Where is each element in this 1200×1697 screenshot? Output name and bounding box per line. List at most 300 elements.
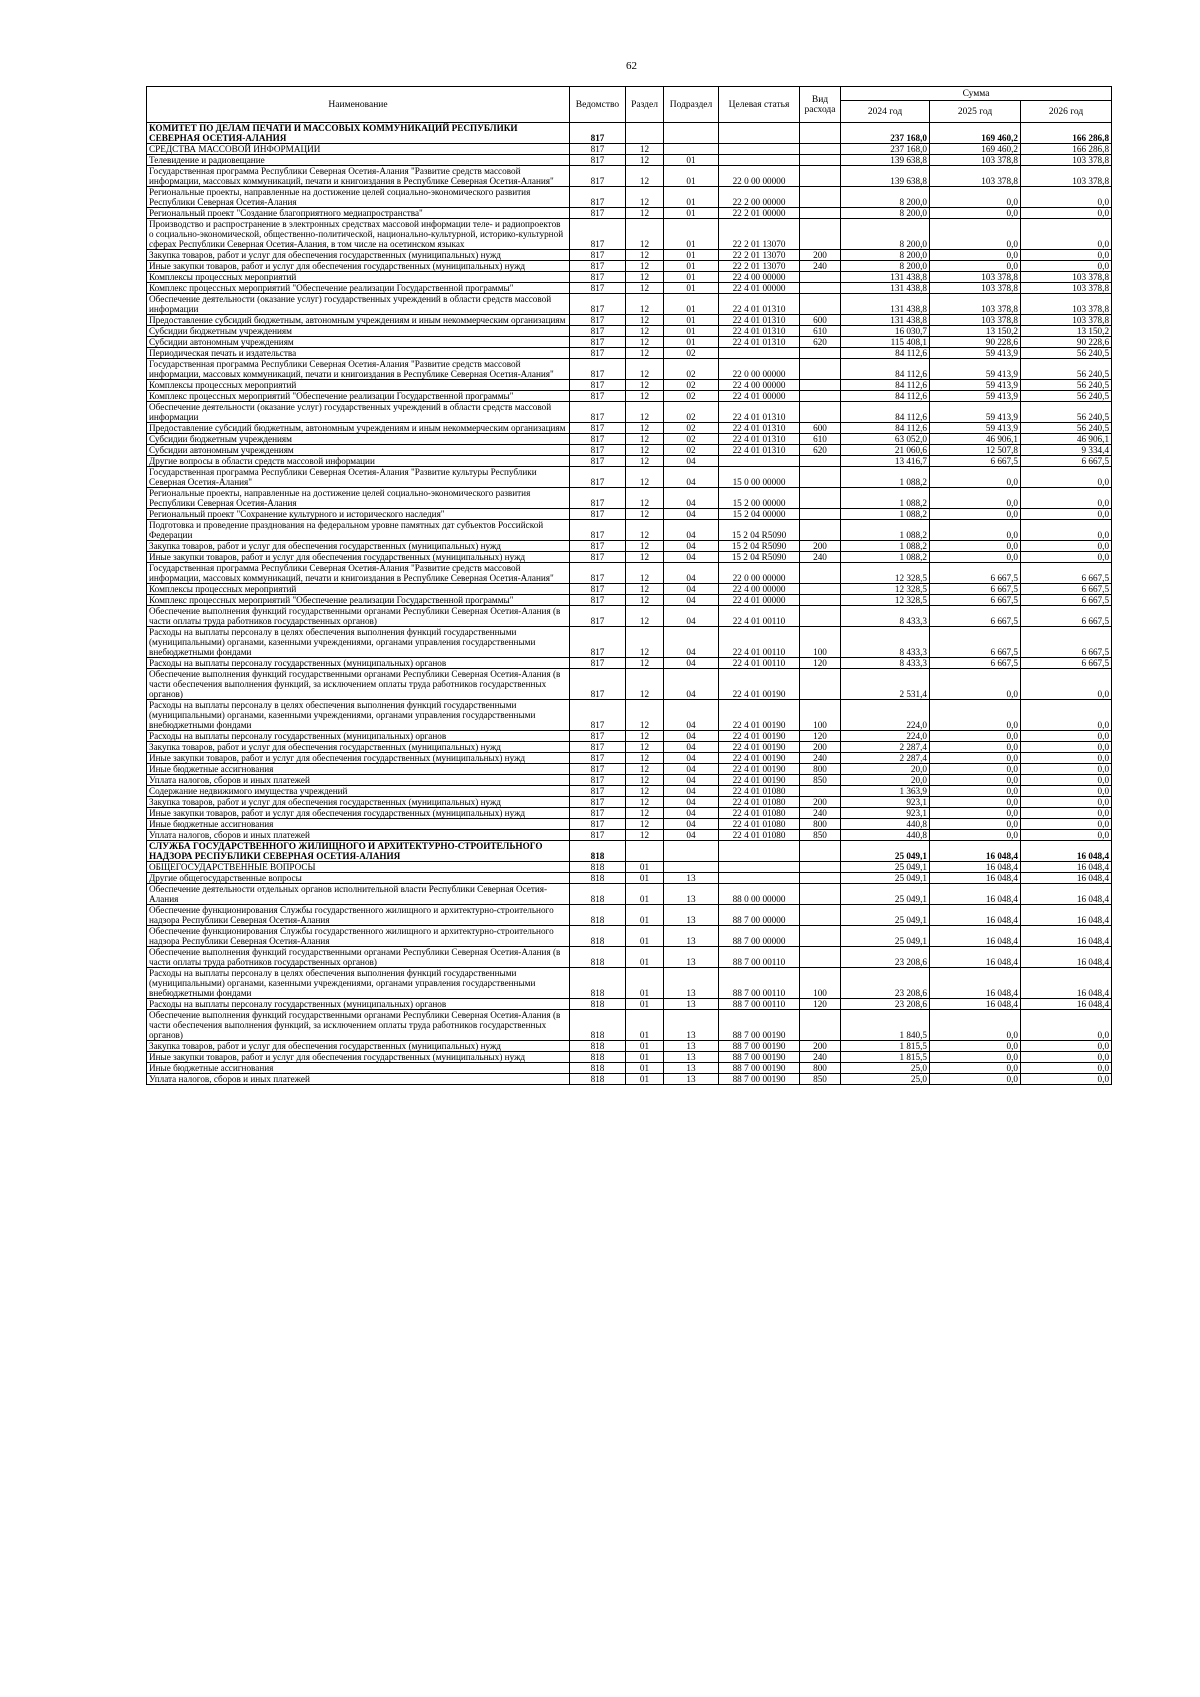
row-section: 01 [626, 862, 664, 873]
row-sum-2025: 0,0 [930, 742, 1021, 753]
row-section: 12 [626, 272, 664, 283]
row-section: 01 [626, 905, 664, 926]
row-section [626, 841, 664, 862]
table-row [147, 1010, 1112, 1041]
row-subsection [664, 841, 719, 862]
row-dept: 817 [570, 445, 626, 456]
row-section: 12 [626, 208, 664, 219]
row-sum-2026: 6 667,5 [1021, 563, 1112, 584]
row-sum-2026: 16 048,4 [1021, 862, 1112, 873]
row-subsection: 01 [664, 208, 719, 219]
row-sum-2025: 0,0 [930, 467, 1021, 488]
row-expense: 620 [800, 337, 841, 348]
row-subsection: 02 [664, 380, 719, 391]
header-expense: Вид расхода [800, 87, 841, 123]
row-subsection: 02 [664, 391, 719, 402]
row-sum-2026: 6 667,5 [1021, 456, 1112, 467]
row-dept: 817 [570, 764, 626, 775]
row-expense: 240 [800, 261, 841, 272]
row-section: 12 [626, 326, 664, 337]
row-sum-2024: 237 168,0 [841, 123, 930, 144]
row-section: 01 [626, 926, 664, 947]
row-dept: 817 [570, 250, 626, 261]
row-name: КОМИТЕТ ПО ДЕЛАМ ПЕЧАТИ И МАССОВЫХ КОММУНИКАЦИЙ РЕСПУБЛИКИ СЕВЕРНАЯ ОСЕТИЯ-АЛАНИЯ [147, 123, 570, 144]
row-sum-2026: 0,0 [1021, 208, 1112, 219]
row-sum-2024: 923,1 [841, 808, 930, 819]
row-subsection: 01 [664, 337, 719, 348]
row-section: 12 [626, 488, 664, 509]
row-sum-2024: 25,0 [841, 1063, 930, 1074]
row-section: 12 [626, 658, 664, 669]
row-subsection: 01 [664, 294, 719, 315]
row-subsection: 04 [664, 606, 719, 627]
row-dept: 817 [570, 467, 626, 488]
row-expense: 620 [800, 445, 841, 456]
row-sum-2024: 131 438,8 [841, 315, 930, 326]
row-name: Комплексы процессных мероприятий [147, 380, 570, 391]
row-subsection: 04 [664, 552, 719, 563]
row-sum-2026: 56 240,5 [1021, 423, 1112, 434]
row-section: 12 [626, 753, 664, 764]
row-target: 15 2 00 00000 [719, 488, 800, 509]
table-row [147, 1074, 1112, 1085]
row-sum-2026: 0,0 [1021, 1074, 1112, 1085]
row-dept: 818 [570, 905, 626, 926]
row-dept: 818 [570, 862, 626, 873]
row-dept: 817 [570, 402, 626, 423]
row-sum-2025: 16 048,4 [930, 968, 1021, 999]
row-subsection [664, 862, 719, 873]
row-expense: 800 [800, 764, 841, 775]
row-target: 22 4 01 00110 [719, 627, 800, 658]
row-sum-2025: 103 378,8 [930, 272, 1021, 283]
row-name: Обеспечение выполнения функций государственными органами Республики Северная Осетия-Алания (в части оплаты труда работников государственных органов) [147, 606, 570, 627]
table-row [147, 786, 1112, 797]
row-section: 12 [626, 467, 664, 488]
row-dept: 817 [570, 488, 626, 509]
row-section: 12 [626, 669, 664, 700]
row-name: ОБЩЕГОСУДАРСТВЕННЫЕ ВОПРОСЫ [147, 862, 570, 873]
table-row [147, 541, 1112, 552]
row-expense: 850 [800, 830, 841, 841]
row-expense: 120 [800, 999, 841, 1010]
row-expense [800, 208, 841, 219]
table-row [147, 326, 1112, 337]
table-row [147, 219, 1112, 250]
row-expense [800, 595, 841, 606]
row-sum-2025: 0,0 [930, 764, 1021, 775]
row-section: 01 [626, 1010, 664, 1041]
row-section: 01 [626, 884, 664, 905]
row-name: Комплекс процессных мероприятий "Обеспечение реализации Государственной программы" [147, 595, 570, 606]
row-expense [800, 123, 841, 144]
table-row [147, 1041, 1112, 1052]
table-row [147, 208, 1112, 219]
row-sum-2026: 103 378,8 [1021, 166, 1112, 187]
row-dept: 817 [570, 391, 626, 402]
row-target [719, 155, 800, 166]
row-sum-2025: 13 150,2 [930, 326, 1021, 337]
row-subsection: 04 [664, 764, 719, 775]
row-target [719, 873, 800, 884]
row-sum-2024: 25 049,1 [841, 862, 930, 873]
row-section: 12 [626, 348, 664, 359]
row-name: Субсидии автономным учреждениям [147, 445, 570, 456]
row-expense: 800 [800, 819, 841, 830]
row-target: 22 4 01 01310 [719, 326, 800, 337]
row-sum-2025: 0,0 [930, 786, 1021, 797]
row-dept: 817 [570, 359, 626, 380]
row-section: 12 [626, 520, 664, 541]
row-name: Расходы на выплаты персоналу государственных (муниципальных) органов [147, 999, 570, 1010]
row-expense: 120 [800, 658, 841, 669]
row-sum-2026: 0,0 [1021, 1052, 1112, 1063]
row-expense: 240 [800, 753, 841, 764]
row-dept: 817 [570, 775, 626, 786]
row-section: 12 [626, 380, 664, 391]
row-expense: 200 [800, 797, 841, 808]
header-name: Наименование [147, 87, 570, 123]
row-section: 12 [626, 830, 664, 841]
row-subsection: 13 [664, 968, 719, 999]
row-name: Обеспечение функционирования Службы государственного жилищного и архитектурно-строительного надзора Республики Северная Осетия-Алания [147, 926, 570, 947]
table-row [147, 808, 1112, 819]
row-dept: 817 [570, 595, 626, 606]
row-name: Обеспечение функционирования Службы государственного жилищного и архитектурно-строительного надзора Республики Северная Осетия-Алания [147, 905, 570, 926]
row-expense [800, 166, 841, 187]
row-sum-2026: 0,0 [1021, 250, 1112, 261]
row-name: Производство и распространение в электронных средствах массовой информации теле- и радиопроектов о социально-экономической, общественно-политической, национально-культурной, историко-культурной сферах Республики Северная Осетия-Алания, в том числе на осетинском языках [147, 219, 570, 250]
row-subsection: 13 [664, 1063, 719, 1074]
row-name: Расходы на выплаты персоналу в целях обеспечения выполнения функций государственными (муниципальными) органами, казенными учреждениями, органами управления государственными внебюджетными фондами [147, 627, 570, 658]
row-name: Телевидение и радиовещание [147, 155, 570, 166]
row-expense [800, 606, 841, 627]
row-dept: 817 [570, 261, 626, 272]
row-sum-2026: 166 286,8 [1021, 123, 1112, 144]
row-target [719, 862, 800, 873]
row-dept: 817 [570, 658, 626, 669]
row-sum-2026: 0,0 [1021, 797, 1112, 808]
row-sum-2024: 1 088,2 [841, 509, 930, 520]
row-sum-2025: 0,0 [930, 552, 1021, 563]
row-sum-2025: 103 378,8 [930, 155, 1021, 166]
row-sum-2025: 90 228,6 [930, 337, 1021, 348]
row-sum-2026: 9 334,4 [1021, 445, 1112, 456]
row-sum-2025: 169 460,2 [930, 144, 1021, 155]
row-sum-2024: 224,0 [841, 700, 930, 731]
row-target: 88 7 00 00190 [719, 1063, 800, 1074]
row-sum-2024: 13 416,7 [841, 456, 930, 467]
row-dept: 817 [570, 731, 626, 742]
header-2025: 2025 год [930, 101, 1021, 123]
row-subsection: 01 [664, 250, 719, 261]
row-section: 12 [626, 445, 664, 456]
row-subsection: 01 [664, 326, 719, 337]
row-sum-2025: 16 048,4 [930, 905, 1021, 926]
row-target [719, 123, 800, 144]
row-sum-2025: 103 378,8 [930, 166, 1021, 187]
row-expense: 240 [800, 808, 841, 819]
row-sum-2024: 440,8 [841, 819, 930, 830]
row-sum-2024: 8 200,0 [841, 208, 930, 219]
table-row [147, 423, 1112, 434]
row-expense: 200 [800, 541, 841, 552]
row-sum-2025: 6 667,5 [930, 658, 1021, 669]
row-target: 22 4 01 01080 [719, 819, 800, 830]
row-sum-2025: 0,0 [930, 488, 1021, 509]
row-sum-2026: 0,0 [1021, 753, 1112, 764]
table-row [147, 775, 1112, 786]
row-subsection: 04 [664, 509, 719, 520]
row-name: Субсидии бюджетным учреждениям [147, 434, 570, 445]
row-sum-2026: 0,0 [1021, 830, 1112, 841]
row-sum-2026: 16 048,4 [1021, 926, 1112, 947]
row-subsection: 13 [664, 999, 719, 1010]
table-row [147, 731, 1112, 742]
row-section: 12 [626, 541, 664, 552]
row-expense [800, 294, 841, 315]
table-row [147, 905, 1112, 926]
row-sum-2026: 0,0 [1021, 700, 1112, 731]
row-subsection: 13 [664, 1041, 719, 1052]
row-sum-2025: 0,0 [930, 753, 1021, 764]
row-dept: 817 [570, 700, 626, 731]
row-section: 12 [626, 509, 664, 520]
row-section: 12 [626, 456, 664, 467]
row-name: Содержание недвижимого имущества учреждений [147, 786, 570, 797]
row-subsection: 02 [664, 359, 719, 380]
row-sum-2024: 131 438,8 [841, 294, 930, 315]
row-dept: 817 [570, 187, 626, 208]
row-expense [800, 563, 841, 584]
row-sum-2024: 1 088,2 [841, 552, 930, 563]
row-expense: 850 [800, 775, 841, 786]
row-target: 88 7 00 00190 [719, 1041, 800, 1052]
row-dept: 817 [570, 272, 626, 283]
row-subsection: 01 [664, 315, 719, 326]
row-expense: 200 [800, 250, 841, 261]
row-sum-2026: 0,0 [1021, 1010, 1112, 1041]
row-expense [800, 509, 841, 520]
row-target: 22 4 01 00110 [719, 658, 800, 669]
table-row [147, 123, 1112, 144]
row-expense [800, 359, 841, 380]
header-2026: 2026 год [1021, 101, 1112, 123]
row-name: Расходы на выплаты персоналу государственных (муниципальных) органов [147, 658, 570, 669]
row-sum-2025: 0,0 [930, 797, 1021, 808]
row-section: 12 [626, 155, 664, 166]
row-subsection: 01 [664, 187, 719, 208]
row-expense [800, 348, 841, 359]
row-section: 12 [626, 764, 664, 775]
row-dept: 817 [570, 753, 626, 764]
row-section: 01 [626, 1074, 664, 1085]
row-dept: 818 [570, 841, 626, 862]
row-target: 88 7 00 00110 [719, 968, 800, 999]
row-sum-2024: 23 208,6 [841, 968, 930, 999]
row-target: 22 4 01 01310 [719, 294, 800, 315]
row-expense: 100 [800, 968, 841, 999]
row-subsection: 04 [664, 541, 719, 552]
row-dept: 817 [570, 627, 626, 658]
row-expense: 240 [800, 552, 841, 563]
row-sum-2025: 59 413,9 [930, 380, 1021, 391]
row-expense [800, 947, 841, 968]
row-dept: 817 [570, 669, 626, 700]
row-target: 22 4 01 00190 [719, 669, 800, 700]
row-sum-2024: 131 438,8 [841, 272, 930, 283]
row-expense [800, 786, 841, 797]
table-row [147, 456, 1112, 467]
row-subsection: 04 [664, 563, 719, 584]
row-dept: 817 [570, 208, 626, 219]
row-name: Государственная программа Республики Северная Осетия-Алания "Развитие средств массовой информации, массовых коммуникаций, печати и книгоиздания в Республике Северная Осетия-Алания" [147, 166, 570, 187]
row-dept: 818 [570, 1052, 626, 1063]
row-section: 12 [626, 294, 664, 315]
row-sum-2026: 0,0 [1021, 520, 1112, 541]
row-sum-2025: 6 667,5 [930, 606, 1021, 627]
row-sum-2024: 1 088,2 [841, 467, 930, 488]
row-section: 12 [626, 423, 664, 434]
row-sum-2024: 84 112,6 [841, 359, 930, 380]
row-sum-2025: 0,0 [930, 1052, 1021, 1063]
row-sum-2024: 23 208,6 [841, 999, 930, 1010]
table-row [147, 819, 1112, 830]
row-name: Закупка товаров, работ и услуг для обеспечения государственных (муниципальных) нужд [147, 541, 570, 552]
table-row [147, 700, 1112, 731]
row-sum-2026: 0,0 [1021, 808, 1112, 819]
row-name: Иные закупки товаров, работ и услуг для обеспечения государственных (муниципальных) нужд [147, 261, 570, 272]
table-row [147, 348, 1112, 359]
row-target [719, 456, 800, 467]
row-sum-2026: 56 240,5 [1021, 380, 1112, 391]
header-dept: Ведомство [570, 87, 626, 123]
row-target: 15 2 04 R5090 [719, 541, 800, 552]
row-section: 12 [626, 595, 664, 606]
row-sum-2025: 103 378,8 [930, 294, 1021, 315]
row-section: 12 [626, 402, 664, 423]
row-subsection: 01 [664, 155, 719, 166]
row-expense [800, 862, 841, 873]
row-dept: 817 [570, 742, 626, 753]
row-target: 22 4 01 01310 [719, 337, 800, 348]
row-expense [800, 520, 841, 541]
row-expense: 120 [800, 731, 841, 742]
row-sum-2026: 0,0 [1021, 786, 1112, 797]
table-row [147, 272, 1112, 283]
row-sum-2024: 923,1 [841, 797, 930, 808]
row-name: Уплата налогов, сборов и иных платежей [147, 1074, 570, 1085]
table-row [147, 359, 1112, 380]
row-subsection: 01 [664, 219, 719, 250]
row-sum-2025: 6 667,5 [930, 563, 1021, 584]
row-expense [800, 187, 841, 208]
row-sum-2024: 8 433,3 [841, 627, 930, 658]
row-dept: 817 [570, 541, 626, 552]
row-sum-2026: 16 048,4 [1021, 999, 1112, 1010]
row-expense [800, 380, 841, 391]
row-expense: 600 [800, 315, 841, 326]
row-subsection: 04 [664, 669, 719, 700]
table-row [147, 445, 1112, 456]
row-name: Периодическая печать и издательства [147, 348, 570, 359]
row-target: 22 2 01 13070 [719, 250, 800, 261]
row-expense [800, 1010, 841, 1041]
table-row [147, 337, 1112, 348]
row-target [719, 144, 800, 155]
row-expense: 610 [800, 326, 841, 337]
row-dept: 817 [570, 520, 626, 541]
row-section: 12 [626, 786, 664, 797]
row-subsection: 02 [664, 348, 719, 359]
row-dept: 818 [570, 999, 626, 1010]
row-name: Государственная программа Республики Северная Осетия-Алания "Развитие средств массовой информации, массовых коммуникаций, печати и книгоиздания в Республике Северная Осетия-Алания" [147, 359, 570, 380]
row-section: 12 [626, 797, 664, 808]
row-subsection: 01 [664, 261, 719, 272]
row-target: 22 2 01 13070 [719, 219, 800, 250]
row-expense: 850 [800, 1074, 841, 1085]
row-dept: 817 [570, 423, 626, 434]
row-sum-2026: 0,0 [1021, 552, 1112, 563]
table-row [147, 627, 1112, 658]
row-subsection: 04 [664, 808, 719, 819]
row-name: Региональный проект "Сохранение культурного и исторического наследия" [147, 509, 570, 520]
row-name: Иные закупки товаров, работ и услуг для обеспечения государственных (муниципальных) нужд [147, 753, 570, 764]
row-subsection: 04 [664, 731, 719, 742]
row-sum-2025: 59 413,9 [930, 348, 1021, 359]
row-sum-2026: 16 048,4 [1021, 841, 1112, 862]
row-sum-2025: 16 048,4 [930, 999, 1021, 1010]
row-sum-2024: 8 200,0 [841, 219, 930, 250]
row-sum-2026: 6 667,5 [1021, 658, 1112, 669]
row-sum-2026: 0,0 [1021, 467, 1112, 488]
row-dept: 817 [570, 830, 626, 841]
row-sum-2026: 16 048,4 [1021, 947, 1112, 968]
row-target: 88 7 00 00190 [719, 1052, 800, 1063]
row-dept: 817 [570, 348, 626, 359]
row-subsection: 02 [664, 423, 719, 434]
row-sum-2026: 0,0 [1021, 219, 1112, 250]
row-dept: 818 [570, 1074, 626, 1085]
table-row [147, 764, 1112, 775]
row-sum-2026: 103 378,8 [1021, 272, 1112, 283]
table-row [147, 968, 1112, 999]
row-name: Закупка товаров, работ и услуг для обеспечения государственных (муниципальных) нужд [147, 250, 570, 261]
row-section: 12 [626, 166, 664, 187]
row-sum-2025: 59 413,9 [930, 391, 1021, 402]
row-target: 15 0 00 00000 [719, 467, 800, 488]
row-name: Комплексы процессных мероприятий [147, 272, 570, 283]
row-sum-2025: 169 460,2 [930, 123, 1021, 144]
row-expense [800, 467, 841, 488]
table-row [147, 584, 1112, 595]
row-expense [800, 391, 841, 402]
row-sum-2024: 1 815,5 [841, 1052, 930, 1063]
row-target: 22 4 01 01310 [719, 423, 800, 434]
row-target: 88 7 00 00110 [719, 999, 800, 1010]
table-row [147, 402, 1112, 423]
row-sum-2026: 16 048,4 [1021, 884, 1112, 905]
row-expense [800, 219, 841, 250]
row-sum-2024: 1 363,9 [841, 786, 930, 797]
row-sum-2026: 0,0 [1021, 261, 1112, 272]
row-section: 12 [626, 819, 664, 830]
row-sum-2025: 0,0 [930, 208, 1021, 219]
row-sum-2024: 8 200,0 [841, 261, 930, 272]
row-target: 22 2 01 13070 [719, 261, 800, 272]
row-expense [800, 905, 841, 926]
row-section: 01 [626, 968, 664, 999]
